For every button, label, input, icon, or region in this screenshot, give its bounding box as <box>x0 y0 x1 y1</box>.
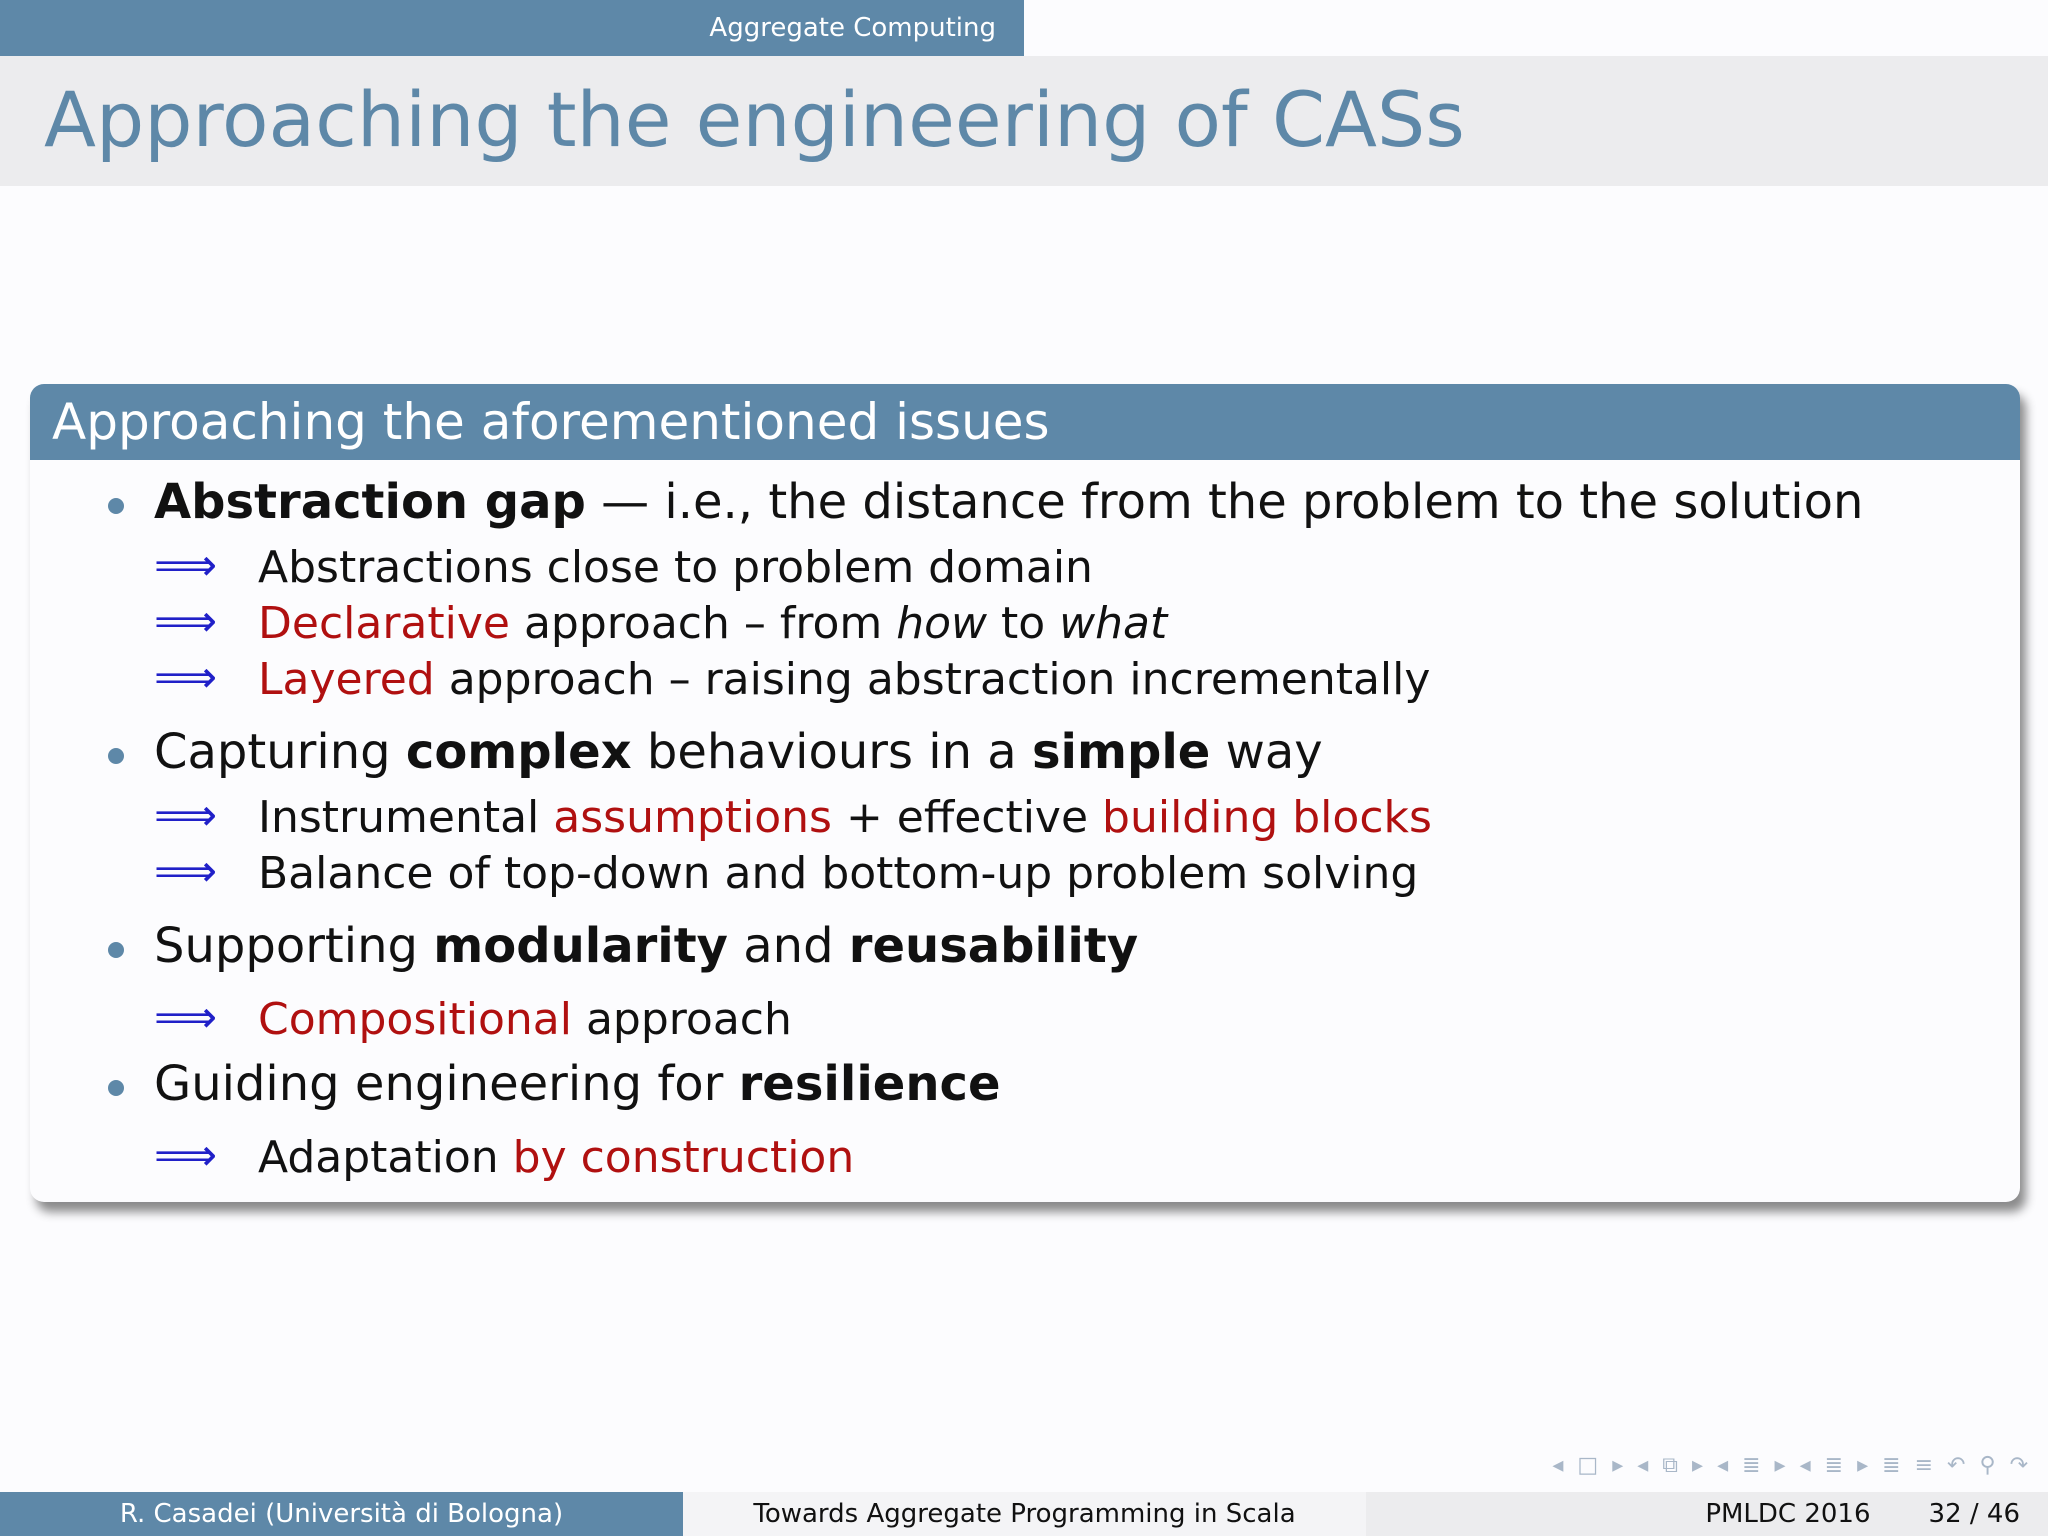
text-run: + effective <box>831 792 1103 843</box>
bullet-icon <box>108 498 124 514</box>
nav-control-icon[interactable]: □ <box>1577 1452 1599 1478</box>
implies-arrow-icon: ⟹ <box>154 790 218 841</box>
nav-control-icon[interactable]: ≡ <box>1914 1452 1933 1478</box>
text-run: Capturing <box>154 724 406 780</box>
text-run: how <box>896 598 988 649</box>
nav-control-icon[interactable]: ≣ <box>1742 1452 1761 1478</box>
sub-item <box>258 1132 855 1183</box>
section-label: Aggregate Computing <box>709 13 996 43</box>
text-run: reusability <box>848 918 1139 974</box>
section-tab[interactable] <box>0 0 1024 56</box>
text-run: Compositional <box>258 994 572 1045</box>
footer-page-number: 32 / 46 <box>1928 1499 2020 1529</box>
bullet-item <box>154 1056 1001 1112</box>
footer-info <box>1366 1492 2048 1536</box>
sub-item <box>258 598 1168 649</box>
text-run: Supporting <box>154 918 434 974</box>
nav-control-icon[interactable]: ↶ <box>1947 1452 1966 1478</box>
text-run: assumptions <box>553 792 832 843</box>
text-run: simple <box>1031 724 1211 780</box>
footer-author[interactable] <box>0 1492 683 1536</box>
text-run: approach – from <box>509 598 897 649</box>
text-run: Abstraction gap <box>154 474 586 530</box>
text-run: Abstractions close to problem domain <box>258 542 1093 593</box>
nav-control-icon[interactable]: ≣ <box>1824 1452 1844 1478</box>
footer-author-text: R. Casadei (Università di Bologna) <box>119 1499 564 1529</box>
bullet-icon <box>108 942 124 958</box>
bullet-item <box>154 918 1139 974</box>
sub-item <box>258 654 1431 705</box>
nav-control-icon[interactable]: ▸ <box>1692 1452 1704 1478</box>
text-run: behaviours in a <box>631 724 1032 780</box>
implies-arrow-icon: ⟹ <box>154 992 218 1043</box>
implies-arrow-icon: ⟹ <box>154 652 218 703</box>
implies-arrow-icon: ⟹ <box>154 540 218 591</box>
nav-control-icon[interactable]: ⚲ <box>1979 1452 1996 1478</box>
text-run: Balance of top-down and bottom-up problem solving <box>258 848 1419 899</box>
sub-item <box>258 542 1093 593</box>
slide-title: Approaching the engineering of CASs <box>44 75 1465 164</box>
text-run: complex <box>405 724 632 780</box>
text-run: Instrumental <box>258 792 554 843</box>
text-run: — i.e., the distance from the problem to the solution <box>585 474 1864 530</box>
bullet-item <box>154 724 1323 780</box>
nav-control-icon[interactable]: ▸ <box>1774 1452 1786 1478</box>
nav-control-icon[interactable]: ⧉ <box>1662 1452 1679 1478</box>
text-run: Guiding engineering for <box>154 1056 739 1112</box>
bullet-icon <box>108 1080 124 1096</box>
footer <box>0 1492 2048 1536</box>
nav-control-icon[interactable]: ◂ <box>1637 1452 1649 1478</box>
bullet-icon <box>108 748 124 764</box>
footer-venue: PMLDC 2016 <box>1705 1499 1871 1529</box>
nav-control-icon[interactable]: ▸ <box>1857 1452 1869 1478</box>
sub-item <box>258 994 792 1045</box>
navigation-controls <box>1552 1448 2028 1482</box>
footer-talk-text: Towards Aggregate Programming in Scala <box>753 1499 1296 1529</box>
text-run: Layered <box>258 654 435 705</box>
implies-arrow-icon: ⟹ <box>154 1130 218 1181</box>
nav-control-icon[interactable]: ◂ <box>1552 1452 1564 1478</box>
text-run: and <box>727 918 849 974</box>
text-run: by construction <box>512 1132 855 1183</box>
text-run: what <box>1059 598 1168 649</box>
text-run: Declarative <box>258 598 510 649</box>
nav-control-icon[interactable]: ◂ <box>1799 1452 1811 1478</box>
content-block <box>30 384 2020 1202</box>
sub-item <box>258 792 1432 843</box>
nav-control-icon[interactable]: ▸ <box>1612 1452 1624 1478</box>
text-run: modularity <box>433 918 728 974</box>
nav-control-icon[interactable]: ↷ <box>2009 1452 2028 1478</box>
nav-control-icon[interactable]: ≣ <box>1882 1452 1901 1478</box>
nav-control-icon[interactable]: ◂ <box>1717 1452 1729 1478</box>
text-run: to <box>987 598 1060 649</box>
bullet-item <box>154 474 1864 530</box>
footer-talk-title[interactable] <box>683 1492 1366 1536</box>
block-title: Approaching the aforementioned issues <box>30 384 2020 460</box>
text-run: approach <box>571 994 792 1045</box>
text-run: building blocks <box>1102 792 1432 843</box>
implies-arrow-icon: ⟹ <box>154 596 218 647</box>
implies-arrow-icon: ⟹ <box>154 846 218 897</box>
text-run: resilience <box>738 1056 1001 1112</box>
text-run: Adaptation <box>258 1132 513 1183</box>
text-run: approach – raising abstraction incrementally <box>434 654 1431 705</box>
sub-item <box>258 848 1419 899</box>
text-run: way <box>1210 724 1323 780</box>
